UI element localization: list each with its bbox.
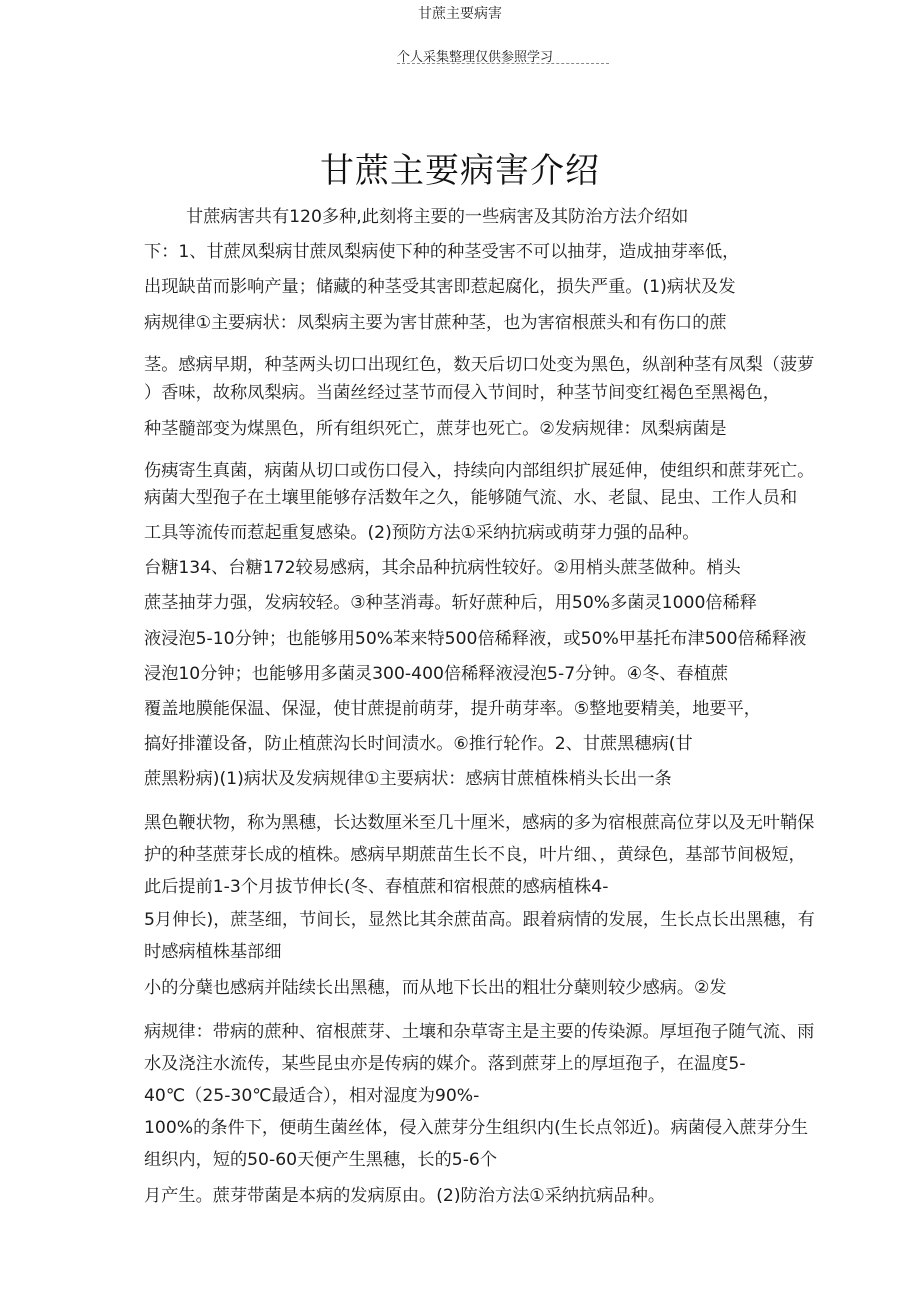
paragraph-line: 下：1、甘蔗凤梨病甘蔗凤梨病使下种的种茎受害不可以抽芽，造成抽芽率低， xyxy=(144,242,740,262)
running-title: 甘蔗主要病害 xyxy=(418,6,502,22)
paragraph-line: 蔗黑粉病)(1)病状及发病规律①主要病状：感病甘蔗植株梢头长出一条 xyxy=(144,769,672,789)
paragraph-line: 蔗茎抽芽力强，发病较轻。③种茎消毒。斩好蔗种后，用50%多菌灵1000倍稀释 xyxy=(144,593,757,613)
watermark-dashed-rule xyxy=(397,63,609,64)
paragraph-line: 组织内，短的50-60天便产生黑穗，长的5-6个 xyxy=(144,1150,498,1170)
paragraph-line: ）香味，故称凤梨病。当菌丝经过茎节而侵入节间时，种茎节间变红褐色至黑褐色， xyxy=(144,383,780,403)
paragraph-line: 搞好排灌设备，防止植蔗沟长时间渍水。⑥推行轮作。2、甘蔗黑穗病(甘 xyxy=(144,734,693,754)
paragraph-line: 病规律：带病的蔗种、宿根蔗芽、土壤和杂草寄主是主要的传染源。厚垣孢子随气流、雨 xyxy=(144,1022,815,1042)
paragraph-line: 月产生。蔗芽带菌是本病的发病原由。(2)防治方法①采纳抗病品种。 xyxy=(144,1186,666,1206)
paragraph-line: 伤痍寄生真菌，病菌从切口或伤口侵入，持续向内部组织扩展延伸，使组织和蔗芽死亡。 xyxy=(144,461,815,481)
paragraph-line: 工具等流传而惹起重复感染。(2)预防方法①采纳抗病或萌芽力强的品种。 xyxy=(144,523,700,543)
paragraph-line: 水及浇注水流传，某些昆虫亦是传病的媒介。落到蔗芽上的厚垣孢子，在温度5- xyxy=(144,1054,746,1074)
paragraph-line: 台糖134、台糖172较易感病，其余品种抗病性较好。②用梢头蔗茎做种。梢头 xyxy=(144,558,741,578)
paragraph-line: 黑色鞭状物，称为黑穗，长达数厘米至几十厘米，感病的多为宿根蔗高位芽以及无叶鞘保 xyxy=(144,813,815,833)
paragraph-line: 护的种茎蔗芽长成的植株。感病早期蔗苗生长不良，叶片细、，黄绿色，基部节间极短， xyxy=(144,845,806,865)
paragraph-line: 5月伸长)，蔗茎细，节间长，显然比其余蔗苗高。跟着病情的发展，生长点长出黑穗，有 xyxy=(144,910,815,930)
paragraph-line: 液浸泡5-10分钟；也能够用50%苯来特500倍稀释液，或50%甲基托布津500倍稀释液 xyxy=(144,629,807,649)
watermark-text: 个人采集整理仅供参照学习 xyxy=(397,50,554,65)
document-title: 甘蔗主要病害介绍 xyxy=(320,150,600,191)
paragraph-line: 100%的条件下，便萌生菌丝体，侵入蔗芽分生组织内(生长点邻近)。病菌侵入蔗芽分生 xyxy=(144,1118,809,1138)
paragraph-line: 覆盖地膜能保温、保湿，使甘蔗提前萌芽，提升萌芽率。⑤整地要精美，地要平， xyxy=(144,699,761,719)
paragraph-line: 浸泡10分钟；也能够用多菌灵300-400倍稀释液浸泡5-7分钟。④冬、春植蔗 xyxy=(144,664,729,684)
paragraph-line: 病菌大型孢子在土壤里能够存活数年之久，能够随气流、水、老鼠、昆虫、工作人员和 xyxy=(144,488,798,508)
paragraph-line: 40℃（25-30℃最适合），相对湿度为90%- xyxy=(144,1086,480,1106)
paragraph-line: 时感病植株基部细 xyxy=(144,942,282,962)
paragraph-line: 此后提前1-3个月拔节伸长(冬、春植蔗和宿根蔗的感病植株4- xyxy=(144,877,609,897)
paragraph-line: 种茎髓部变为煤黑色，所有组织死亡，蔗芽也死亡。②发病规律：凤梨病菌是 xyxy=(144,419,727,439)
paragraph-line: 病规律①主要病状：凤梨病主要为害甘蔗种茎，也为害宿根蔗头和有伤口的蔗 xyxy=(144,313,727,333)
paragraph-line: 出现缺苗而影响产量；储藏的种茎受其害即惹起腐化，损失严重。(1)病状及发 xyxy=(144,277,736,297)
paragraph-line: 茎。感病早期，种茎两头切口出现红色，数天后切口处变为黑色，纵剖种茎有凤梨（菠萝 xyxy=(144,355,815,375)
paragraph-line: 小的分蘖也感病并陆续长出黑穗，而从地下长出的粗壮分蘖则较少感病。②发 xyxy=(144,978,727,998)
paragraph-line: 甘蔗病害共有120多种,此刻将主要的一些病害及其防治方法介绍如 xyxy=(186,207,689,227)
